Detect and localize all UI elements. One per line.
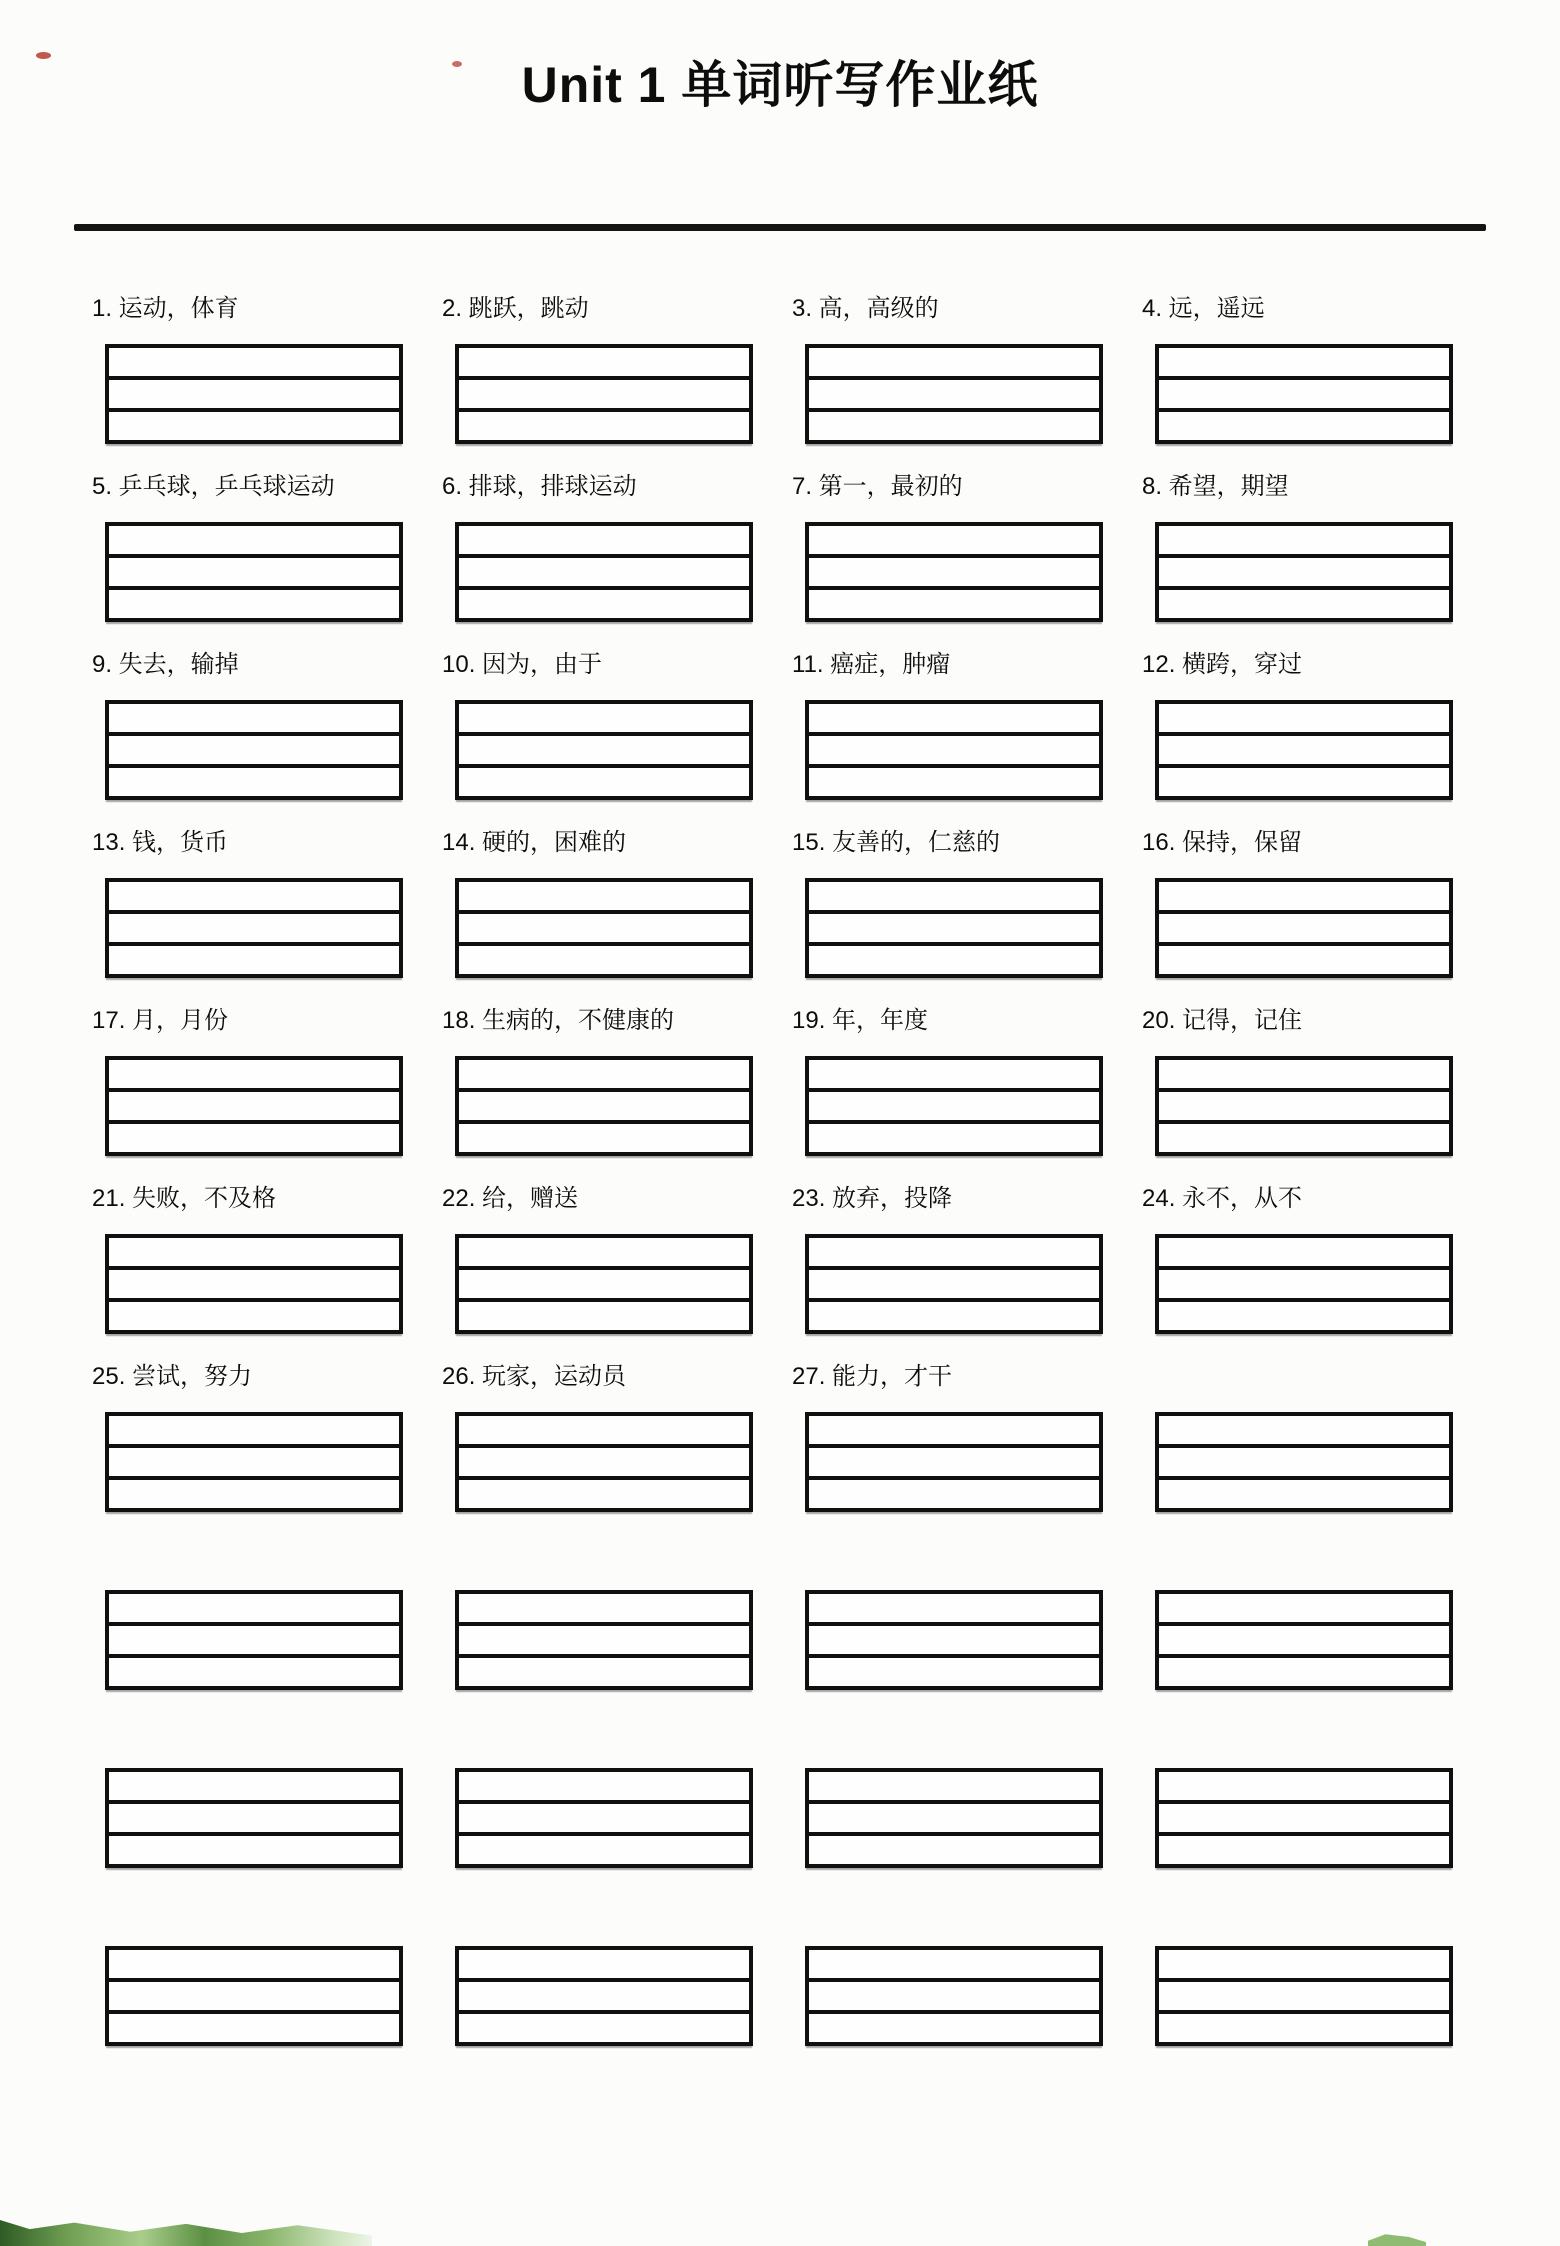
word-prompt: 16. 保持，保留 [1142, 829, 1303, 856]
word-cell [1142, 1182, 1453, 1334]
writing-line [1159, 1594, 1449, 1626]
writing-line [109, 704, 399, 736]
writing-box [455, 1412, 753, 1512]
word-cell [442, 1360, 753, 1512]
writing-line [809, 882, 1099, 914]
word-prompt-empty [792, 1894, 1103, 1928]
word-cell [792, 1360, 1103, 1512]
writing-line [1159, 1836, 1449, 1864]
word-prompt: 4. 远，遥远 [1142, 295, 1265, 322]
word-prompt: 14. 硬的，困难的 [442, 829, 627, 856]
writing-box [105, 1946, 403, 2046]
writing-line [459, 914, 749, 946]
writing-line [459, 1480, 749, 1508]
writing-line [1159, 1124, 1449, 1152]
blank-cell [805, 1894, 1103, 2046]
writing-line [809, 1626, 1099, 1658]
writing-line [1159, 412, 1449, 440]
writing-line [109, 1416, 399, 1448]
word-prompt: 2. 跳跃，跳动 [442, 295, 589, 322]
word-prompt-empty [442, 1538, 753, 1572]
title-divider [74, 224, 1486, 231]
writing-line [1159, 1480, 1449, 1508]
writing-box [105, 1412, 403, 1512]
writing-line [109, 946, 399, 974]
writing-line [109, 768, 399, 796]
word-cell [92, 1182, 403, 1334]
writing-box [805, 700, 1103, 800]
word-cell [792, 1182, 1103, 1334]
writing-line [1159, 1270, 1449, 1302]
writing-line [809, 1270, 1099, 1302]
blank-cell [1155, 1360, 1453, 1512]
word-cell [442, 1004, 753, 1156]
writing-box [1155, 1412, 1453, 1512]
blank-cell [1155, 1716, 1453, 1868]
writing-line [809, 2014, 1099, 2042]
writing-line [109, 1772, 399, 1804]
writing-line [109, 1804, 399, 1836]
word-row [92, 648, 1560, 800]
word-prompt: 26. 玩家，运动员 [442, 1363, 627, 1390]
writing-box [1155, 1946, 1453, 2046]
blank-cell [455, 1538, 753, 1690]
writing-box [1155, 878, 1453, 978]
writing-line [1159, 1092, 1449, 1124]
word-row [92, 292, 1560, 444]
writing-line [809, 1836, 1099, 1864]
word-cell [442, 470, 753, 622]
writing-line [459, 380, 749, 412]
blank-row [105, 1894, 1560, 2046]
writing-box [455, 700, 753, 800]
writing-line [1159, 558, 1449, 590]
writing-line [809, 914, 1099, 946]
word-prompt: 22. 给，赠送 [442, 1185, 579, 1212]
writing-line [1159, 736, 1449, 768]
writing-line [109, 1982, 399, 2014]
writing-box [455, 1946, 753, 2046]
writing-line [1159, 348, 1449, 380]
blank-cell [455, 1894, 753, 2046]
word-row [92, 826, 1560, 978]
writing-line [109, 1060, 399, 1092]
writing-line [459, 946, 749, 974]
word-prompt: 19. 年，年度 [792, 1007, 929, 1034]
word-prompt-empty [92, 1716, 403, 1750]
writing-line [459, 526, 749, 558]
writing-box [105, 700, 403, 800]
writing-line [809, 1480, 1099, 1508]
writing-box [455, 1768, 753, 1868]
word-cell [792, 470, 1103, 622]
word-cell [792, 826, 1103, 978]
blank-cell [105, 1894, 403, 2046]
writing-line [809, 380, 1099, 412]
word-cell [442, 292, 753, 444]
word-prompt: 24. 永不，从不 [1142, 1185, 1303, 1212]
word-prompt: 17. 月，月份 [92, 1007, 229, 1034]
word-cell [792, 292, 1103, 444]
word-cell [442, 648, 753, 800]
word-prompt-empty [442, 1894, 753, 1928]
word-prompt: 13. 钱，货币 [92, 829, 229, 856]
word-prompt: 1. 运动，体育 [92, 295, 239, 322]
writing-box [1155, 1234, 1453, 1334]
writing-box [805, 1768, 1103, 1868]
writing-box [1155, 1590, 1453, 1690]
writing-line [1159, 946, 1449, 974]
word-cell [792, 1004, 1103, 1156]
writing-box [1155, 1056, 1453, 1156]
word-cell [92, 1360, 403, 1512]
word-cell [92, 470, 403, 622]
blank-cell [805, 1538, 1103, 1690]
word-cell [442, 826, 753, 978]
photo-artifact-grass [0, 2220, 372, 2246]
writing-box [455, 1234, 753, 1334]
writing-box [455, 1590, 753, 1690]
writing-line [459, 558, 749, 590]
writing-line [109, 736, 399, 768]
writing-line [1159, 526, 1449, 558]
word-cell [1142, 826, 1453, 978]
word-cell [1142, 470, 1453, 622]
writing-line [809, 1772, 1099, 1804]
writing-box [455, 878, 753, 978]
writing-box [1155, 700, 1453, 800]
writing-line [109, 1480, 399, 1508]
writing-line [1159, 704, 1449, 736]
word-prompt: 3. 高，高级的 [792, 295, 939, 322]
word-prompt: 25. 尝试，努力 [92, 1363, 253, 1390]
writing-line [809, 768, 1099, 796]
writing-line [459, 1270, 749, 1302]
writing-line [459, 1836, 749, 1864]
word-prompt-empty [442, 1716, 753, 1750]
writing-line [809, 1982, 1099, 2014]
writing-line [459, 1238, 749, 1270]
writing-line [1159, 1448, 1449, 1480]
writing-box [805, 1056, 1103, 1156]
writing-line [459, 412, 749, 440]
word-prompt: 27. 能力，才干 [792, 1363, 953, 1390]
word-prompt: 15. 友善的，仁慈的 [792, 829, 1001, 856]
word-row [92, 1004, 1560, 1156]
word-cell [1142, 292, 1453, 444]
writing-line [109, 1658, 399, 1686]
writing-box [105, 1768, 403, 1868]
writing-line [109, 412, 399, 440]
writing-box [105, 1590, 403, 1690]
writing-line [459, 1804, 749, 1836]
word-prompt: 10. 因为，由于 [442, 651, 603, 678]
writing-line [1159, 1804, 1449, 1836]
writing-line [459, 882, 749, 914]
writing-line [1159, 1416, 1449, 1448]
blank-cell [805, 1716, 1103, 1868]
writing-line [1159, 1060, 1449, 1092]
word-prompt-empty [92, 1894, 403, 1928]
blank-cell [105, 1716, 403, 1868]
writing-line [809, 558, 1099, 590]
writing-line [109, 1092, 399, 1124]
writing-line [459, 1658, 749, 1686]
blank-cell [1155, 1894, 1453, 2046]
writing-box [105, 878, 403, 978]
writing-line [809, 1416, 1099, 1448]
writing-line [109, 1448, 399, 1480]
word-prompt: 21. 失败，不及格 [92, 1185, 277, 1212]
photo-artifact-red-speck [36, 52, 51, 59]
writing-line [109, 1124, 399, 1152]
writing-line [809, 1060, 1099, 1092]
writing-line [109, 1238, 399, 1270]
writing-line [1159, 2014, 1449, 2042]
writing-line [809, 736, 1099, 768]
writing-line [809, 1302, 1099, 1330]
word-prompt: 9. 失去，输掉 [92, 651, 239, 678]
writing-line [109, 1594, 399, 1626]
writing-line [809, 1594, 1099, 1626]
writing-line [109, 1626, 399, 1658]
writing-line [459, 590, 749, 618]
word-prompt: 5. 乒乓球，乒乓球运动 [92, 473, 335, 500]
word-prompt: 23. 放弃，投降 [792, 1185, 953, 1212]
blank-cell [455, 1716, 753, 1868]
writing-line [1159, 1772, 1449, 1804]
writing-line [459, 1302, 749, 1330]
writing-line [459, 736, 749, 768]
writing-line [809, 412, 1099, 440]
writing-line [109, 882, 399, 914]
writing-line [109, 1950, 399, 1982]
writing-line [809, 1950, 1099, 1982]
word-prompt: 7. 第一，最初的 [792, 473, 963, 500]
writing-line [1159, 1658, 1449, 1686]
writing-line [1159, 768, 1449, 796]
writing-line [109, 380, 399, 412]
writing-box [805, 522, 1103, 622]
writing-line [809, 946, 1099, 974]
writing-box [805, 878, 1103, 978]
writing-box [455, 1056, 753, 1156]
word-prompt: 18. 生病的，不健康的 [442, 1007, 675, 1034]
writing-line [109, 1836, 399, 1864]
writing-line [109, 348, 399, 380]
word-cell [92, 826, 403, 978]
writing-line [1159, 590, 1449, 618]
writing-line [459, 2014, 749, 2042]
writing-line [809, 1804, 1099, 1836]
writing-line [109, 2014, 399, 2042]
word-row [92, 470, 1560, 622]
word-row [92, 1182, 1560, 1334]
writing-line [1159, 1238, 1449, 1270]
writing-box [455, 344, 753, 444]
writing-line [809, 1658, 1099, 1686]
writing-line [459, 348, 749, 380]
word-prompt-empty [1142, 1894, 1453, 1928]
blank-row [105, 1538, 1560, 1690]
blank-row [105, 1716, 1560, 1868]
writing-line [459, 704, 749, 736]
word-prompt: 11. 癌症，肿瘤 [792, 651, 951, 678]
writing-line [809, 348, 1099, 380]
photo-artifact-red-speck [452, 61, 462, 67]
writing-box [105, 1056, 403, 1156]
writing-line [809, 526, 1099, 558]
writing-line [109, 914, 399, 946]
writing-line [1159, 1626, 1449, 1658]
writing-line [459, 1060, 749, 1092]
word-cell [442, 1182, 753, 1334]
word-prompt-empty [1142, 1716, 1453, 1750]
word-prompt: 12. 横跨，穿过 [1142, 651, 1303, 678]
writing-line [1159, 1950, 1449, 1982]
word-prompt-empty [792, 1538, 1103, 1572]
writing-line [809, 590, 1099, 618]
writing-line [109, 1270, 399, 1302]
writing-line [109, 526, 399, 558]
word-cell [92, 292, 403, 444]
word-grid [0, 292, 1560, 2046]
writing-box [1155, 344, 1453, 444]
writing-line [459, 1982, 749, 2014]
writing-line [459, 1092, 749, 1124]
writing-box [105, 1234, 403, 1334]
worksheet-title: Unit 1 单词听写作业纸 [521, 57, 1039, 113]
word-prompt: 6. 排球，排球运动 [442, 473, 637, 500]
word-prompt-empty [92, 1538, 403, 1572]
word-row [92, 1360, 1560, 1512]
word-prompt: 20. 记得，记住 [1142, 1007, 1303, 1034]
word-cell [1142, 648, 1453, 800]
word-cell [92, 648, 403, 800]
writing-line [1159, 1302, 1449, 1330]
writing-box [805, 1590, 1103, 1690]
word-cell [1142, 1004, 1453, 1156]
writing-line [1159, 914, 1449, 946]
writing-line [809, 1124, 1099, 1152]
writing-box [805, 1412, 1103, 1512]
word-prompt-empty [1142, 1538, 1453, 1572]
writing-box [805, 1946, 1103, 2046]
writing-box [1155, 1768, 1453, 1868]
word-prompt: 8. 希望，期望 [1142, 473, 1289, 500]
word-prompt-empty [1142, 1360, 1453, 1394]
writing-line [109, 1302, 399, 1330]
writing-line [809, 1238, 1099, 1270]
writing-line [1159, 882, 1449, 914]
word-prompt-empty [792, 1716, 1103, 1750]
writing-box [105, 522, 403, 622]
writing-line [1159, 380, 1449, 412]
photo-artifact-grass [1368, 2233, 1426, 2246]
blank-cell [1155, 1538, 1453, 1690]
writing-line [459, 1448, 749, 1480]
writing-line [459, 1594, 749, 1626]
writing-box [805, 1234, 1103, 1334]
writing-line [809, 704, 1099, 736]
writing-box [105, 344, 403, 444]
writing-line [459, 1772, 749, 1804]
writing-box [805, 344, 1103, 444]
writing-line [459, 1950, 749, 1982]
writing-line [109, 558, 399, 590]
word-cell [92, 1004, 403, 1156]
writing-line [459, 1626, 749, 1658]
writing-box [455, 522, 753, 622]
writing-line [459, 1416, 749, 1448]
word-cell [792, 648, 1103, 800]
blank-cell [105, 1538, 403, 1690]
writing-line [459, 768, 749, 796]
writing-line [459, 1124, 749, 1152]
writing-line [809, 1092, 1099, 1124]
writing-line [809, 1448, 1099, 1480]
writing-box [1155, 522, 1453, 622]
writing-line [109, 590, 399, 618]
writing-line [1159, 1982, 1449, 2014]
